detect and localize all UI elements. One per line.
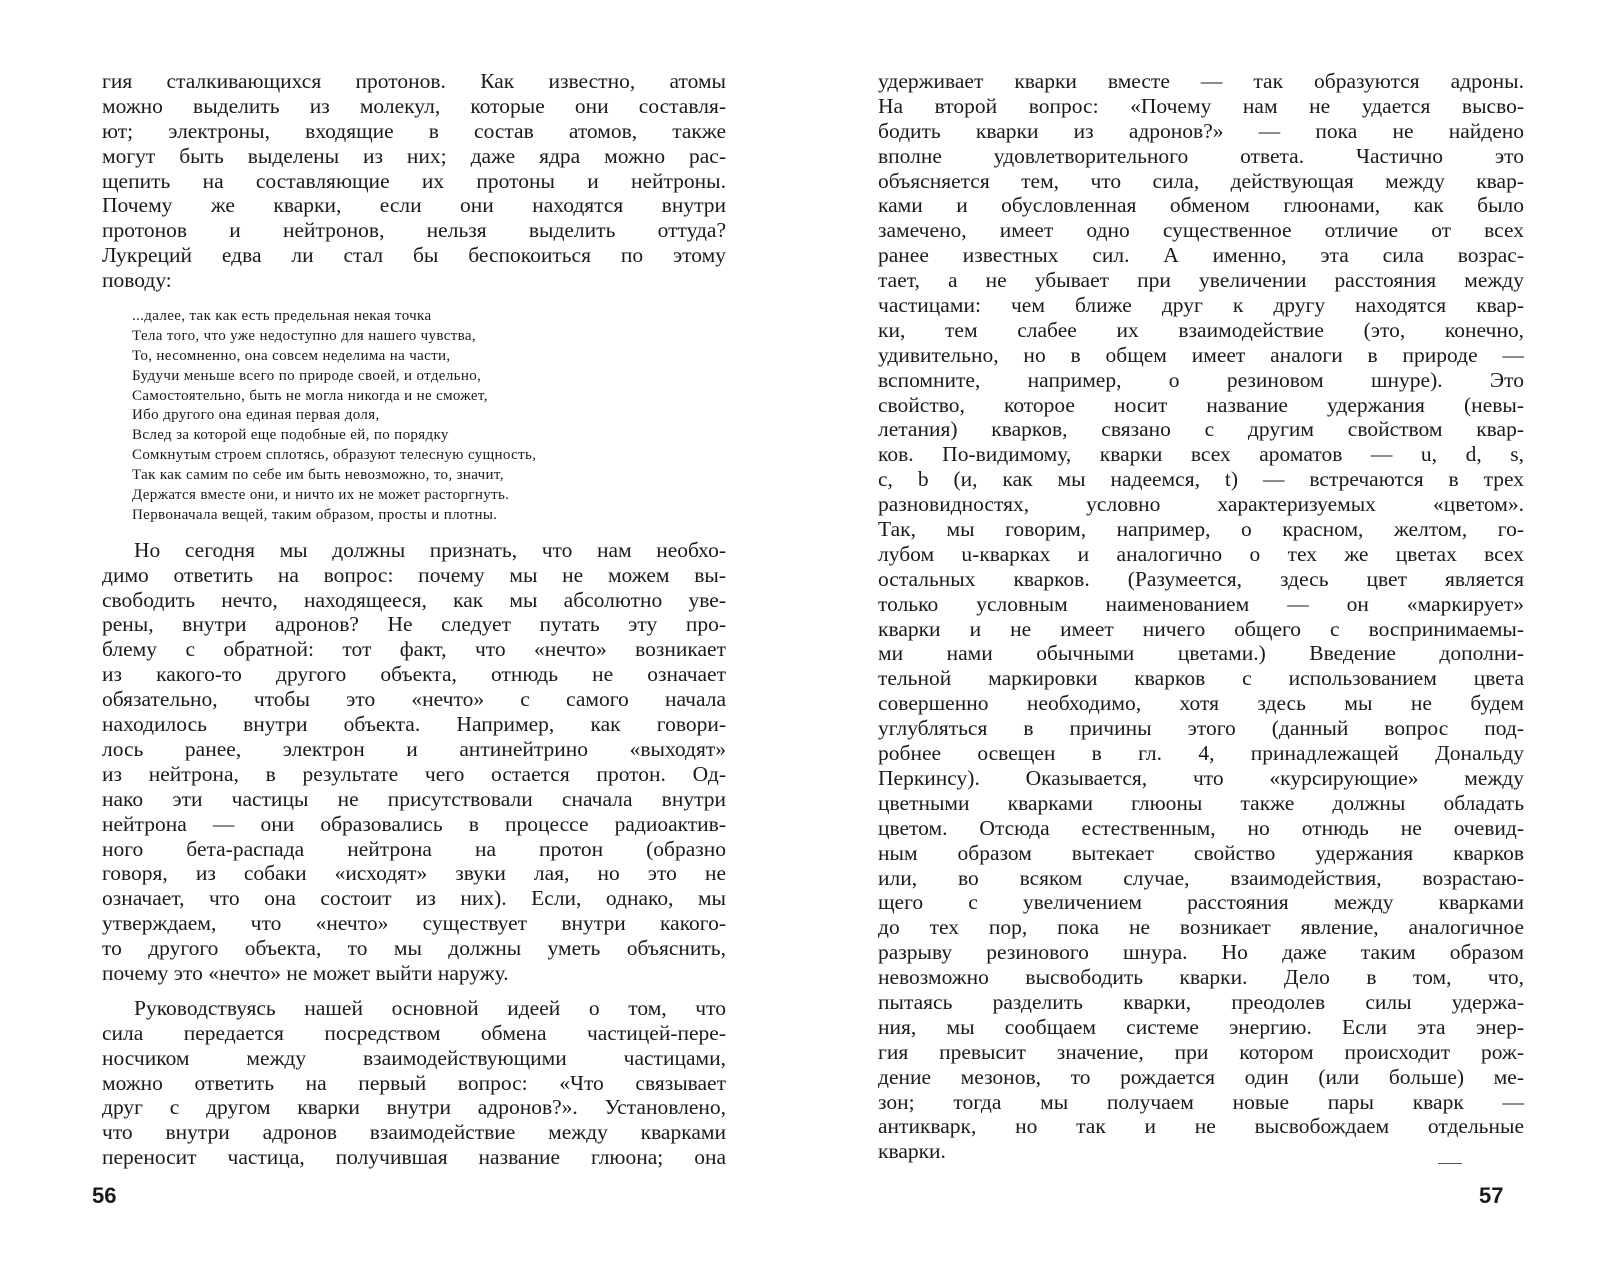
verse-line: Держатся вместе они, и ничто их не может расторгнуть.: [132, 487, 510, 504]
text-line: цветом. Отсюда естественным, но отнюдь не очевид-: [878, 815, 1524, 840]
page-number: 57: [1479, 1183, 1504, 1208]
text-line: щего с увеличением расстояния между кварками: [878, 890, 1524, 915]
text-line: Лукреций едва ли стал бы беспокоиться по этому: [102, 243, 726, 268]
right-paragraph-1: [878, 69, 1524, 1164]
text-line: находилось внутри объекта. Например, как говори-: [102, 712, 726, 737]
text-line: антикварк, но так и не высвобождаем отдельные: [878, 1114, 1524, 1139]
verse-line: Тела того, что уже недоступно для нашего чувства,: [132, 327, 477, 344]
text-line: или, во всяком случае, взаимодействия, возрастаю-: [878, 865, 1524, 890]
text-line: тельной маркировки кварков с использованием цвета: [878, 666, 1524, 691]
text-line: Так, мы говорим, например, о красном, желтом, го-: [878, 517, 1524, 542]
text-line: кварки и не имеет ничего общего с воспринимаемы-: [878, 616, 1524, 641]
text-line: лубом u-кварках и аналогично о тех же цветах всех: [878, 541, 1524, 566]
text-line: переносит частица, получившая название глюона; она: [102, 1145, 726, 1170]
text-line: невозможно высвободить кварки. Дело в том, что,: [878, 965, 1524, 990]
text-line: бодить кварки из адронов?» — пока не найдено: [878, 118, 1524, 143]
verse-line: ...далее, так как есть предельная некая точка: [132, 308, 432, 325]
text-line: можно ответить на первый вопрос: «Что связывает: [102, 1070, 726, 1095]
verse-line: Сомкнутым строем сплотясь, образуют телесную сущность,: [132, 447, 537, 464]
text-line: из нейтрона, в результате чего остается протон. Од-: [102, 761, 726, 786]
text-line: блему с обратной: тот факт, что «нечто» возникает: [102, 637, 726, 662]
text-line: сила передается посредством обмена частицей-пере-: [102, 1020, 726, 1045]
text-line: c, b (и, как мы надеемся, t) — встречаются в трех: [878, 467, 1524, 492]
text-line: до тех пор, пока не возникает явление, аналогичное: [878, 915, 1524, 940]
left-paragraph-3: [102, 996, 726, 1170]
text-line: вполне удовлетворительного ответа. Частично это: [878, 143, 1524, 168]
text-line: рены, внутри адронов? Не следует путать эту про-: [102, 612, 726, 637]
verse-line: Самостоятельно, быть не могла никогда и не сможет,: [132, 387, 488, 404]
left-page-text-column: [102, 69, 726, 1170]
page-number: 56: [92, 1183, 117, 1208]
text-line: ранее известных сил. А именно, эта сила возрас-: [878, 243, 1524, 268]
left-paragraph-2: [102, 538, 726, 986]
text-line: гия сталкивающихся протонов. Как известно, атомы: [102, 69, 726, 93]
text-line: протонов и нейтронов, нельзя выделить оттуда?: [102, 218, 726, 243]
text-line: удивительно, но в общем имеет аналоги в природе —: [878, 342, 1524, 367]
text-line: говоря, из собаки «исходят» звуки лая, но это не: [102, 861, 726, 886]
text-line: ного бета-распада нейтрона на протон (образно: [102, 836, 726, 861]
text-line: что внутри адронов взаимодействие между кварками: [102, 1120, 726, 1145]
print-mark: [1438, 1163, 1462, 1164]
text-line: свойство, которое носит название удержания (невы-: [878, 392, 1524, 417]
text-line: утверждаем, что «нечто» существует внутри какого-: [102, 911, 726, 936]
text-line: почему это «нечто» не может выйти наружу.: [102, 960, 509, 985]
text-line: вспомните, например, о резиновом шнуре). Это: [878, 367, 1524, 392]
text-line: носчиком между взаимодействующими частицами,: [102, 1045, 726, 1070]
text-line: Руководствуясь нашей основной идеей о том, что: [134, 995, 726, 1020]
text-line: пытаясь разделить кварки, преодолев силы удержа-: [878, 989, 1524, 1014]
text-line: цветными кварками глюоны также должны обладать: [878, 790, 1524, 815]
verse-line: Первоначала вещей, таким образом, просты и плотны.: [132, 506, 498, 523]
text-line: робнее освещен в гл. 4, принадлежащей Дональду: [878, 741, 1524, 766]
text-line: Перкинсу). Оказывается, что «курсирующие» между: [878, 765, 1524, 790]
text-line: удерживает кварки вместе — так образуются адроны.: [878, 69, 1524, 93]
verse-line: Ибо другого она единая первая доля,: [132, 407, 380, 424]
text-line: зон; тогда мы получаем новые пары кварк —: [878, 1089, 1524, 1114]
text-line: замечено, имеет одно существенное отличие от всех: [878, 218, 1524, 243]
text-line: лось ранее, электрон и антинейтрино «выходят»: [102, 736, 726, 761]
text-line: разрыву резинового шнура. Но даже таким образом: [878, 940, 1524, 965]
text-line: то другого объекта, то мы должны уметь объяснить,: [102, 936, 726, 961]
text-line: Но сегодня мы должны признать, что нам необхо-: [134, 537, 726, 562]
text-line: гия превысит значение, при котором происходит рож-: [878, 1039, 1524, 1064]
text-line: димо ответить на вопрос: почему мы не можем вы-: [102, 562, 726, 587]
text-line: Почему же кварки, если они находятся внутри: [102, 193, 726, 218]
text-line: кварки.: [878, 1139, 946, 1164]
text-line: щепить на составляющие их протоны и нейтроны.: [102, 168, 726, 193]
text-line: ния, мы сообщаем системе энергию. Если эта энер-: [878, 1014, 1524, 1039]
text-line: летания) кварков, связано с другим свойством квар-: [878, 417, 1524, 442]
text-line: свободить нечто, находящееся, как мы абсолютно уве-: [102, 587, 726, 612]
text-line: из какого-то другого объекта, отнюдь не означает: [102, 662, 726, 687]
text-line: ют; электроны, входящие в состав атомов, также: [102, 118, 726, 143]
text-line: могут быть выделены из них; даже ядра можно рас-: [102, 143, 726, 168]
verse-line: Так как самим по себе им быть невозможно, то, значит,: [132, 467, 504, 484]
text-line: остальных кварков. (Разумеется, здесь цвет является: [878, 566, 1524, 591]
text-line: ным образом вытекает свойство удержания кварков: [878, 840, 1524, 865]
right-page-text-column: [878, 69, 1524, 1164]
text-line: частицами: чем ближе друг к другу находятся квар-: [878, 293, 1524, 318]
verse-line: Будучи меньше всего по природе своей, и отдельно,: [132, 367, 482, 384]
text-line: На второй вопрос: «Почему нам не удается высво-: [878, 93, 1524, 118]
text-line: нако эти частицы не присутствовали сначала внутри: [102, 786, 726, 811]
right-page: [800, 0, 1600, 1275]
text-line: ки, тем слабее их взаимодействие (это, конечно,: [878, 317, 1524, 342]
text-line: друг с другом кварки внутри адронов?». Установлено,: [102, 1095, 726, 1120]
text-line: поводу:: [102, 268, 172, 293]
verse-line: То, несомненно, она совсем неделима на части,: [132, 347, 451, 364]
text-line: разновидностях, условно характеризуемых «цветом».: [878, 492, 1524, 517]
text-line: обязательно, чтобы это «нечто» с самого начала: [102, 687, 726, 712]
text-line: ми нами обычными цветами.) Введение дополни-: [878, 641, 1524, 666]
text-line: ков. По-видимому, кварки всех ароматов — u, d, s,: [878, 442, 1524, 467]
text-line: нейтрона — они образовались в процессе радиоактив-: [102, 811, 726, 836]
left-paragraph-1: [102, 69, 726, 293]
text-line: только условным наименованием — он «маркирует»: [878, 591, 1524, 616]
text-line: ками и обусловленная обменом глюонами, как было: [878, 193, 1524, 218]
text-line: объясняется тем, что сила, действующая между квар-: [878, 168, 1524, 193]
text-line: дение мезонов, то рождается один (или больше) ме-: [878, 1064, 1524, 1089]
text-line: означает, что она состоит из них). Если, однако, мы: [102, 886, 726, 911]
text-line: тает, а не убывает при увеличении расстояния между: [878, 268, 1524, 293]
text-line: можно выделить из молекул, которые они составля-: [102, 93, 726, 118]
lucretius-verse-quote: [132, 307, 726, 526]
text-line: углубляться в причины этого (данный вопрос под-: [878, 716, 1524, 741]
verse-line: Вслед за которой еще подобные ей, по порядку: [132, 427, 449, 444]
text-line: совершенно необходимо, хотя здесь мы не будем: [878, 691, 1524, 716]
